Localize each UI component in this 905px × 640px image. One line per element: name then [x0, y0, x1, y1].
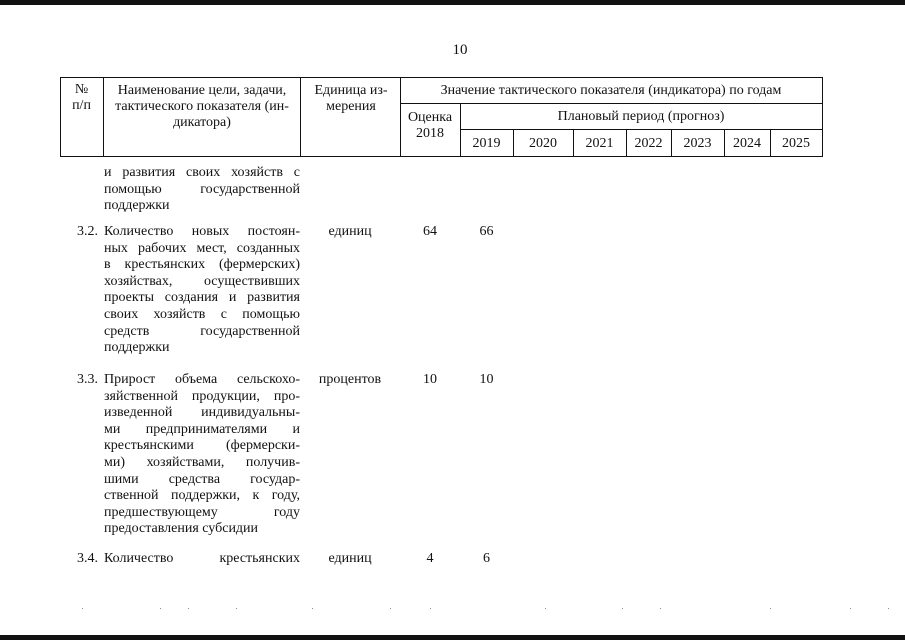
header-year: 2025 [782, 136, 810, 151]
header-num: № п/п [72, 82, 91, 113]
header-name: Наименование цели, задачи, тактического показателя (ин-дикатора) [115, 83, 289, 130]
row-value-2019: 66 [479, 224, 494, 239]
name-line: ных рабочих мест, созданных [104, 240, 300, 256]
name-line: ми предпринимателями и [104, 421, 300, 437]
name-line: и развития своих хозяйств с [104, 165, 300, 180]
header-vline [822, 77, 823, 157]
table-row-name [104, 372, 300, 538]
header-estimate: Оценка 2018 [407, 110, 453, 141]
table-row-name [104, 165, 300, 215]
header-year: 2019 [472, 136, 501, 151]
plan-divider-line [460, 129, 823, 130]
name-line: хозяйствах, осуществивших [104, 273, 300, 289]
name-line: изведенной индивидуальны- [104, 405, 300, 421]
header-vline [103, 77, 104, 157]
row-number: 3.3. [77, 372, 98, 387]
header-vline [300, 77, 301, 157]
row-estimate: 10 [423, 372, 437, 387]
name-line: Количество новых постоян- [104, 224, 300, 239]
row-number: 3.4. [77, 551, 98, 566]
header-year: 2022 [634, 136, 663, 151]
name-line: поддержки [104, 340, 170, 356]
top-border [0, 0, 905, 5]
header-unit: Единица из-мерения [314, 83, 388, 114]
name-line: ми) хозяйствами, получив- [104, 454, 300, 470]
header-year: 2021 [585, 136, 614, 151]
row-value-2019: 6 [483, 551, 490, 566]
name-line: ственной поддержки, к году, [104, 488, 300, 504]
header-year: 2024 [733, 136, 761, 151]
name-line: своих хозяйств с помощью [104, 306, 300, 322]
page-number: 10 [452, 42, 468, 58]
header-values: Значение тактического показателя (индикатора) по годам [440, 83, 782, 98]
name-line: средств государственной [104, 323, 300, 339]
name-line: помощью государственной [104, 181, 300, 197]
name-line: зяйственной продукции, про- [104, 388, 300, 404]
row-estimate: 64 [423, 224, 437, 239]
bottom-border [0, 635, 905, 640]
values-divider-line [400, 103, 823, 104]
row-estimate: 4 [426, 551, 434, 566]
row-unit: единиц [328, 551, 372, 566]
name-line: крестьянскими (фермерски- [104, 438, 300, 454]
table-header [60, 77, 823, 157]
name-line: проекты создания и развития [104, 290, 300, 306]
name-line: шими средства государ- [104, 471, 300, 487]
header-year: 2023 [683, 136, 712, 151]
table-row-name [104, 224, 300, 357]
header-year: 2020 [529, 136, 557, 151]
name-line: Количество крестьянских [104, 551, 300, 566]
row-unit: единиц [328, 224, 372, 239]
row-value-2019: 10 [479, 372, 494, 387]
row-unit: процентов [318, 372, 382, 387]
header-plan-period: Плановый период (прогноз) [557, 109, 725, 124]
name-line: Прирост объема сельскохо- [104, 372, 300, 387]
name-line: предшествующему году [104, 504, 300, 520]
row-number: 3.2. [77, 224, 98, 239]
header-top-line [60, 77, 823, 78]
scan-artifacts [0, 608, 905, 612]
table-row-name [104, 551, 300, 568]
name-line: в крестьянских (фермерских) [104, 257, 300, 273]
name-line: предоставления субсидии [104, 521, 259, 537]
name-line: поддержки [104, 198, 170, 214]
header-bottom-line [60, 156, 823, 157]
